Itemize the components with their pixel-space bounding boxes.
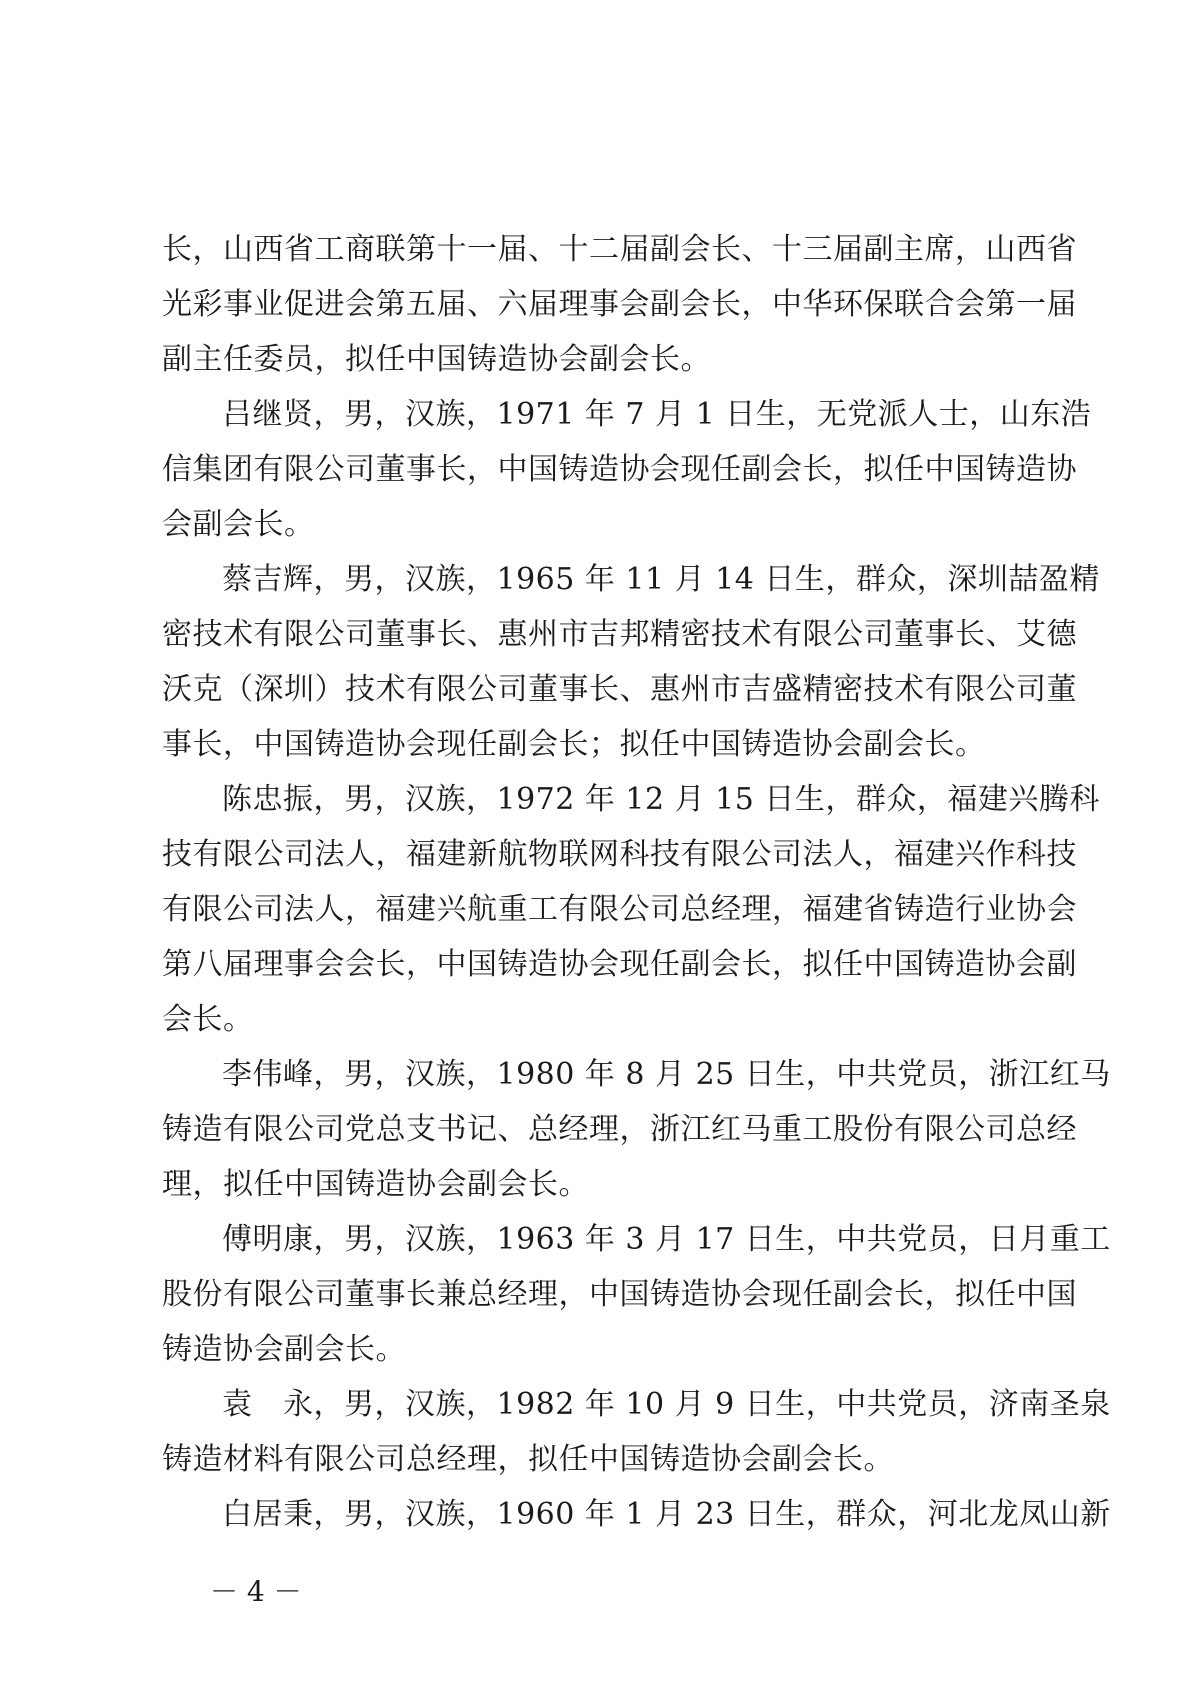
paragraph <box>162 1047 1111 1212</box>
text-line: 长，山西省工商联第十一届、十二届副会长、十三届副主席，山西省 <box>162 232 1077 267</box>
text-line: 李伟峰，男，汉族，1980 年 8 月 25 日生，中共党员，浙江红马 <box>222 1057 1111 1092</box>
document-body <box>162 222 1111 1542</box>
text-line: 技有限公司法人，福建新航物联网科技有限公司法人，福建兴作科技 <box>162 837 1077 872</box>
text-line: 铸造有限公司党总支书记、总经理，浙江红马重工股份有限公司总经 <box>162 1112 1077 1147</box>
text-line: 事长，中国铸造协会现任副会长；拟任中国铸造协会副会长。 <box>162 727 986 762</box>
paragraph <box>162 222 1077 387</box>
text-line: 沃克（深圳）技术有限公司董事长、惠州市吉盛精密技术有限公司董 <box>162 672 1077 707</box>
text-line: 会长。 <box>162 1002 254 1037</box>
text-line: 股份有限公司董事长兼总经理，中国铸造协会现任副会长，拟任中国 <box>162 1277 1077 1312</box>
text-line: 副主任委员，拟任中国铸造协会副会长。 <box>162 342 711 377</box>
text-line: 傅明康，男，汉族，1963 年 3 月 17 日生，中共党员，日月重工 <box>222 1222 1111 1257</box>
paragraph <box>162 1212 1111 1377</box>
page-number: － 4 － <box>210 1575 302 1608</box>
text-line: 袁 永，男，汉族，1982 年 10 月 9 日生，中共党员，济南圣泉 <box>222 1387 1111 1422</box>
text-line: 铸造材料有限公司总经理，拟任中国铸造协会副会长。 <box>162 1442 894 1477</box>
text-line: 理，拟任中国铸造协会副会长。 <box>162 1167 589 1202</box>
text-line: 白居秉，男，汉族，1960 年 1 月 23 日生，群众，河北龙凤山新 <box>222 1497 1111 1532</box>
paragraph <box>162 1377 1111 1487</box>
text-line: 有限公司法人，福建兴航重工有限公司总经理，福建省铸造行业协会 <box>162 892 1077 927</box>
text-line: 铸造协会副会长。 <box>162 1332 406 1367</box>
text-line: 蔡吉辉，男，汉族，1965 年 11 月 14 日生，群众，深圳喆盈精 <box>222 562 1100 597</box>
text-line: 信集团有限公司董事长，中国铸造协会现任副会长，拟任中国铸造协 <box>162 452 1077 487</box>
text-line: 会副会长。 <box>162 507 315 542</box>
text-line: 陈忠振，男，汉族，1972 年 12 月 15 日生，群众，福建兴腾科 <box>222 782 1100 817</box>
paragraph <box>162 772 1100 1047</box>
text-line: 吕继贤，男，汉族，1971 年 7 月 1 日生，无党派人士，山东浩 <box>222 397 1092 432</box>
text-line: 光彩事业促进会第五届、六届理事会副会长，中华环保联合会第一届 <box>162 287 1077 322</box>
paragraph <box>162 1487 1111 1542</box>
paragraph <box>162 552 1100 772</box>
paragraph <box>162 387 1092 552</box>
text-line: 密技术有限公司董事长、惠州市吉邦精密技术有限公司董事长、艾德 <box>162 617 1077 652</box>
text-line: 第八届理事会会长，中国铸造协会现任副会长，拟任中国铸造协会副 <box>162 947 1077 982</box>
